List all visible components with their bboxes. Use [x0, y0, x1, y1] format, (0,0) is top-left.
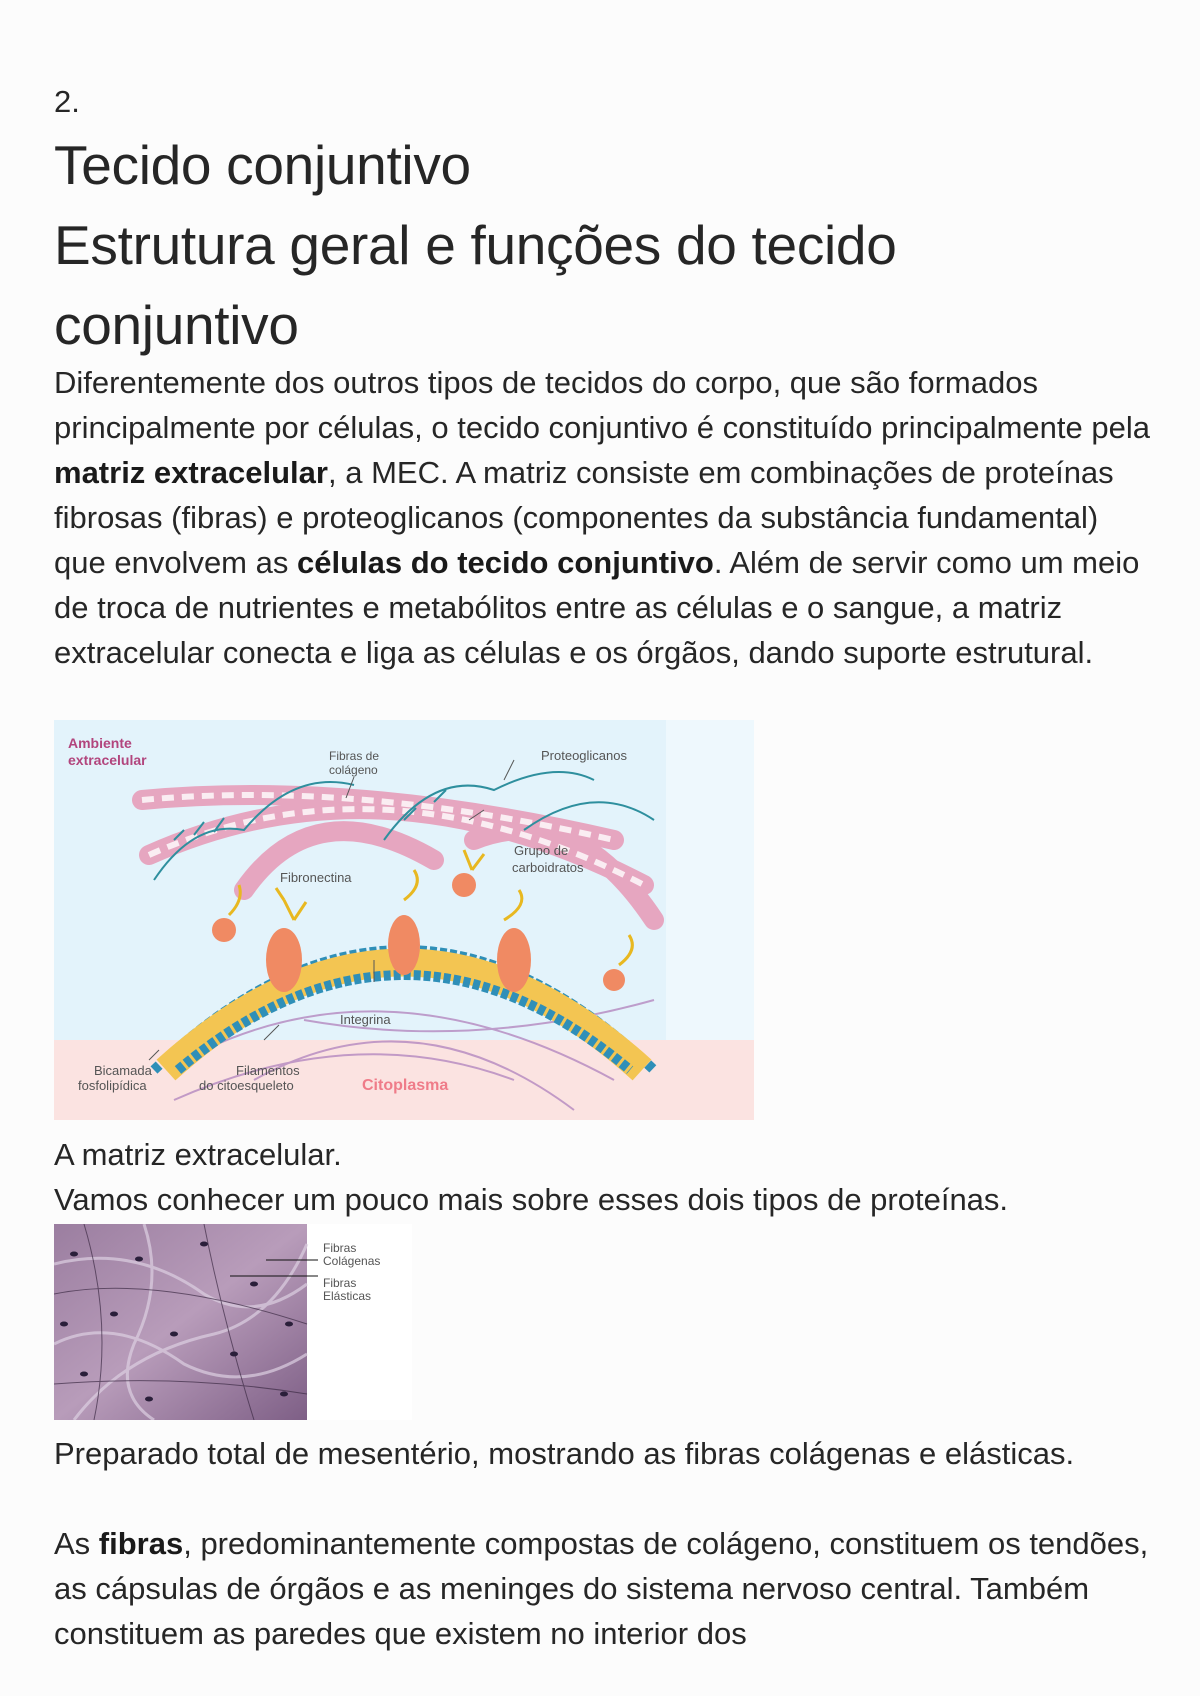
- page-title: Tecido conjuntivo: [54, 134, 471, 196]
- label-elasticas-1: Fibras: [323, 1276, 357, 1290]
- bold-term-celulas: células do tecido conjuntivo: [296, 545, 714, 580]
- label-fibras-2: colágeno: [329, 763, 378, 777]
- fibers-paragraph: [54, 1521, 1154, 1656]
- bold-term-fibras: fibras: [98, 1526, 184, 1561]
- label-bicamada-2: fosfolipídica: [78, 1078, 147, 1093]
- label-filamentos-2: do citoesqueleto: [199, 1078, 294, 1093]
- figure-caption: A matriz extracelular.: [54, 1137, 342, 1172]
- label-grupo-2: carboidratos: [512, 860, 584, 875]
- label-elasticas-2: Elásticas: [323, 1289, 372, 1303]
- label-citoplasma: Citoplasma: [362, 1077, 449, 1094]
- paragraph-text: Diferentemente dos outros tipos de tecidos do corpo, que são formados principalmente por células, o tecido conjuntivo é constituído principalmente pela: [54, 365, 1150, 445]
- paragraph-text: , a MEC. A matriz consiste em combinações de proteínas fibrosas (fibras) e proteoglicanos (componentes da substância fundamental) que envolvem as: [54, 455, 1114, 580]
- paragraph-text: . Além de servir como um meio de troca de nutrientes e metabólitos entre as células e o sangue, a matriz extracelular conecta e liga as células e os órgãos, dando suporte estrutural.: [54, 545, 1140, 670]
- section-subtitle: Estrutura geral e funções do tecido conjuntivo: [54, 214, 897, 356]
- label-colagenas-2: Colágenas: [323, 1254, 381, 1268]
- label-fibronectina: Fibronectina: [280, 870, 352, 885]
- bold-term-matriz: matriz extracelular: [54, 455, 328, 490]
- label-ambiente-1: Ambiente: [68, 735, 132, 751]
- label-colagenas-1: Fibras: [323, 1241, 357, 1255]
- section-number: 2.: [54, 84, 80, 119]
- mesentery-micrograph-figure: [54, 1224, 412, 1420]
- paragraph-text: , predominantemente compostas de colágeno, constituem os tendões, as cápsulas de órgãos e as meninges do sistema nervoso central. Também constituem as paredes que existem no interior dos: [54, 1526, 1149, 1651]
- label-filamentos-1: Filamentos: [236, 1063, 300, 1078]
- transition-sentence: Vamos conhecer um pouco mais sobre esses dois tipos de proteínas.: [54, 1182, 1009, 1217]
- label-integrina: Integrina: [340, 1012, 391, 1027]
- label-fibras-1: Fibras de: [329, 749, 380, 763]
- ecm-diagram: [54, 720, 754, 1120]
- paragraph-text: As: [54, 1526, 99, 1561]
- label-ambiente-2: extracelular: [68, 752, 147, 768]
- micrograph-caption: Preparado total de mesentério, mostrando as fibras colágenas e elásticas.: [54, 1436, 1075, 1471]
- panel-edge: [666, 720, 754, 1040]
- label-grupo-1: Grupo de: [514, 843, 569, 858]
- extracellular-matrix-figure: [54, 720, 754, 1120]
- micrograph: [54, 1224, 412, 1420]
- intro-paragraph: [54, 360, 1154, 675]
- label-proteoglicanos: Proteoglicanos: [541, 748, 627, 763]
- label-bicamada-1: Bicamada: [94, 1063, 152, 1078]
